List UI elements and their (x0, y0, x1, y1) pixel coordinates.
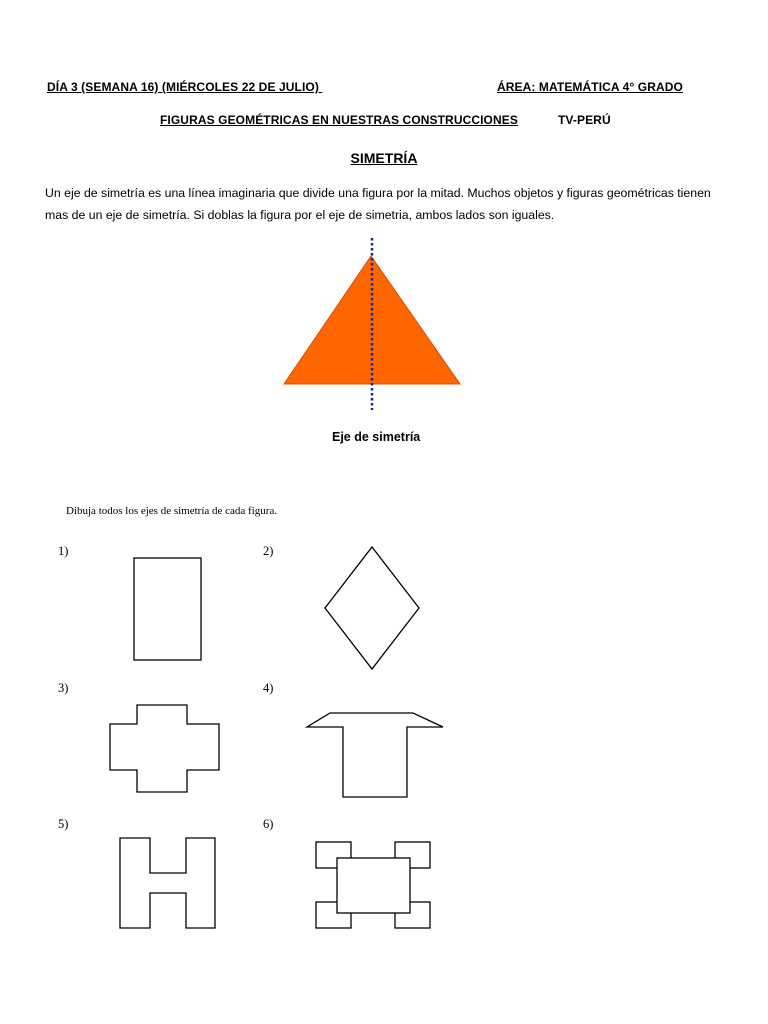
header-channel: TV-PERÚ (558, 113, 611, 127)
item-number-1: 1) (58, 544, 69, 558)
item-number-2: 2) (263, 544, 274, 558)
square-with-corners-icon (316, 842, 430, 928)
header-area: ÁREA: MATEMÁTICA 4° GRADO (497, 80, 683, 94)
center-square (337, 858, 410, 913)
h-shape-icon (120, 838, 215, 928)
rectangle-icon (134, 558, 201, 660)
item-number-3: 3) (58, 681, 69, 695)
intro-paragraph: Un eje de simetría es una línea imaginaria que divide una figura por la mitad. Muchos objetos y figuras geométricas tienen mas de un eje de simetría. Si doblas la figura por el eje de simetria, ambos lados son iguales. (45, 186, 711, 222)
header-topic: FIGURAS GEOMÉTRICAS EN NUESTRAS CONSTRUCCIONES (160, 113, 518, 127)
item-number-4: 4) (263, 681, 274, 695)
item-number-5: 5) (58, 817, 69, 831)
header-date-text: DÍA 3 (SEMANA 16) (MIÉRCOLES 22 DE JULIO) (47, 80, 319, 94)
page-title: SIMETRÍA (350, 150, 418, 166)
item-number-6: 6) (263, 817, 274, 831)
cross-icon (110, 705, 219, 792)
example-caption: Eje de simetría (332, 430, 421, 444)
arrow-shape-icon (307, 713, 443, 797)
rhombus-icon (325, 547, 419, 669)
exercise-instruction: Dibuja todos los ejes de simetría de cada figura. (66, 505, 278, 517)
